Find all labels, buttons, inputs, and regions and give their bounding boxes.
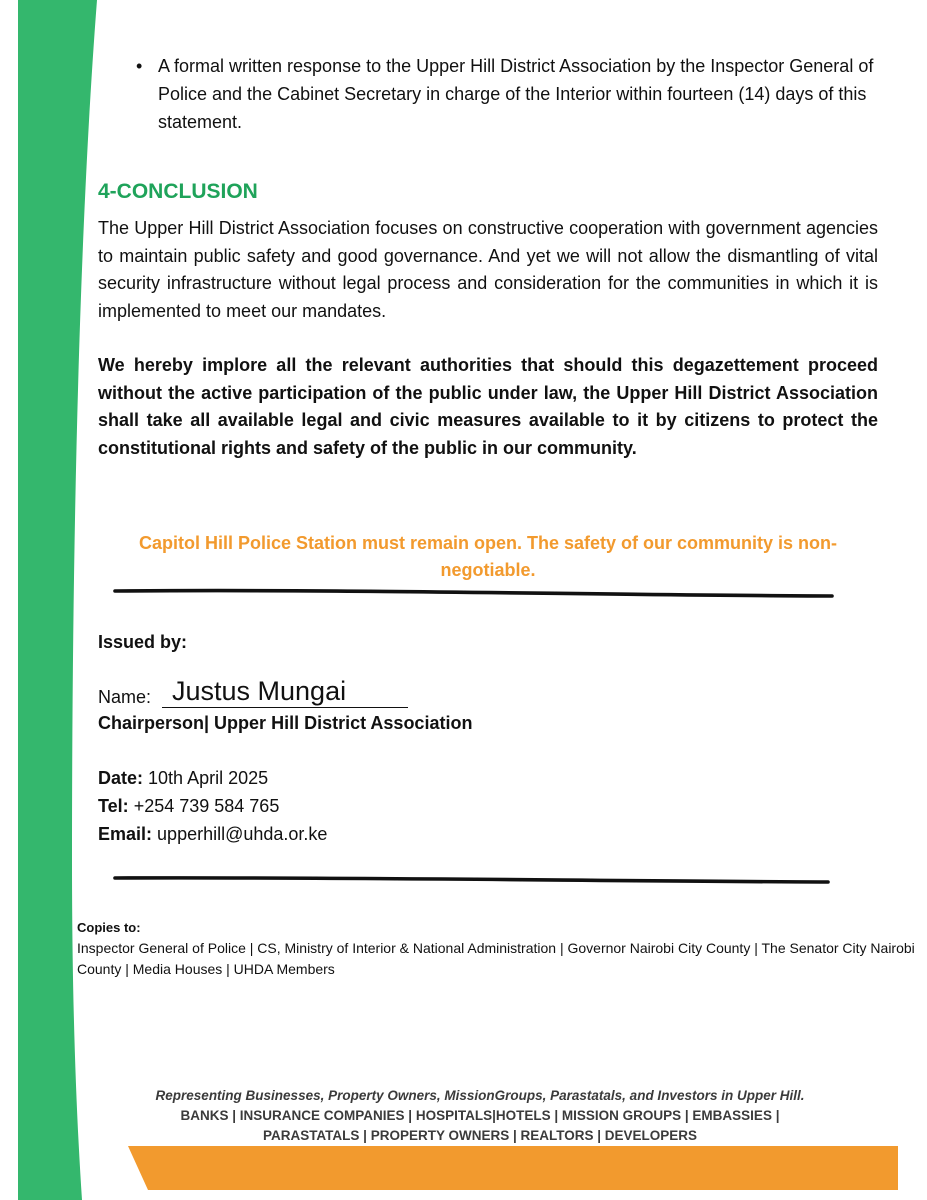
- email-value: upperhill@uhda.or.ke: [157, 824, 328, 844]
- name-value: Justus Mungai: [172, 676, 347, 706]
- callout-statement: Capitol Hill Police Station must remain open. The safety of our community is non-negotiable.: [138, 533, 838, 580]
- tel-label: Tel:: [98, 796, 129, 816]
- implore-paragraph: We hereby implore all the relevant authorities that should this degazettement proceed without the active participation of the public under law, the Upper Hill District Association shall take all available legal and civic measures available to it by citizens to protect the constitutional rights and safety of the public in our community.: [98, 355, 878, 458]
- bullet-dot: •: [136, 56, 143, 76]
- bullet-item: [136, 52, 918, 136]
- conclusion-paragraph: The Upper Hill District Association focuses on constructive cooperation with government agencies to maintain public safety and good governance. And yet we will not allow the dismantling of vital security infrastructure without legal process and consideration for the communities in which it is implemented to meet our mandates.: [98, 218, 878, 321]
- tel-line: [98, 796, 279, 817]
- copies-recipients: Inspector General of Police | CS, Ministry of Interior & National Administration | Governor Nairobi City County | The Senator City Nairobi County | Media Houses | UHDA Members: [77, 940, 915, 977]
- footer-sectors-line2: PARASTATALS | PROPERTY OWNERS | REALTORS | DEVELOPERS: [262, 1128, 698, 1143]
- bullet-text: A formal written response to the Upper Hill District Association by the Inspector General of Police and the Cabinet Secretary in charge of the Interior within fourteen (14) days of this statement.: [158, 56, 874, 132]
- signatory-title: Chairperson| Upper Hill District Association: [98, 713, 473, 733]
- orange-footer-bar: [128, 1146, 898, 1190]
- footer: [100, 1086, 860, 1146]
- copies-label: Copies to:: [77, 920, 141, 935]
- name-label: Name:: [98, 687, 152, 707]
- section-heading-conclusion: 4-CONCLUSION: [98, 180, 258, 203]
- tel-value: +254 739 584 765: [133, 796, 280, 816]
- name-signature-line: [162, 675, 408, 708]
- date-label: Date:: [98, 768, 144, 788]
- footer-tagline: Representing Businesses, Property Owners, MissionGroups, Parastatals, and Investors in Upper Hill.: [155, 1088, 805, 1103]
- divider-line: [110, 586, 838, 600]
- date-line: [98, 768, 268, 789]
- divider-line: [110, 872, 838, 886]
- email-label: Email:: [98, 824, 153, 844]
- green-side-stripe: [0, 0, 110, 1200]
- email-line: [98, 824, 327, 845]
- issued-by-label: Issued by:: [98, 632, 188, 652]
- date-value: 10th April 2025: [148, 768, 269, 788]
- footer-sectors-line1: BANKS | INSURANCE COMPANIES | HOSPITALS|HOTELS | MISSION GROUPS | EMBASSIES |: [180, 1108, 780, 1123]
